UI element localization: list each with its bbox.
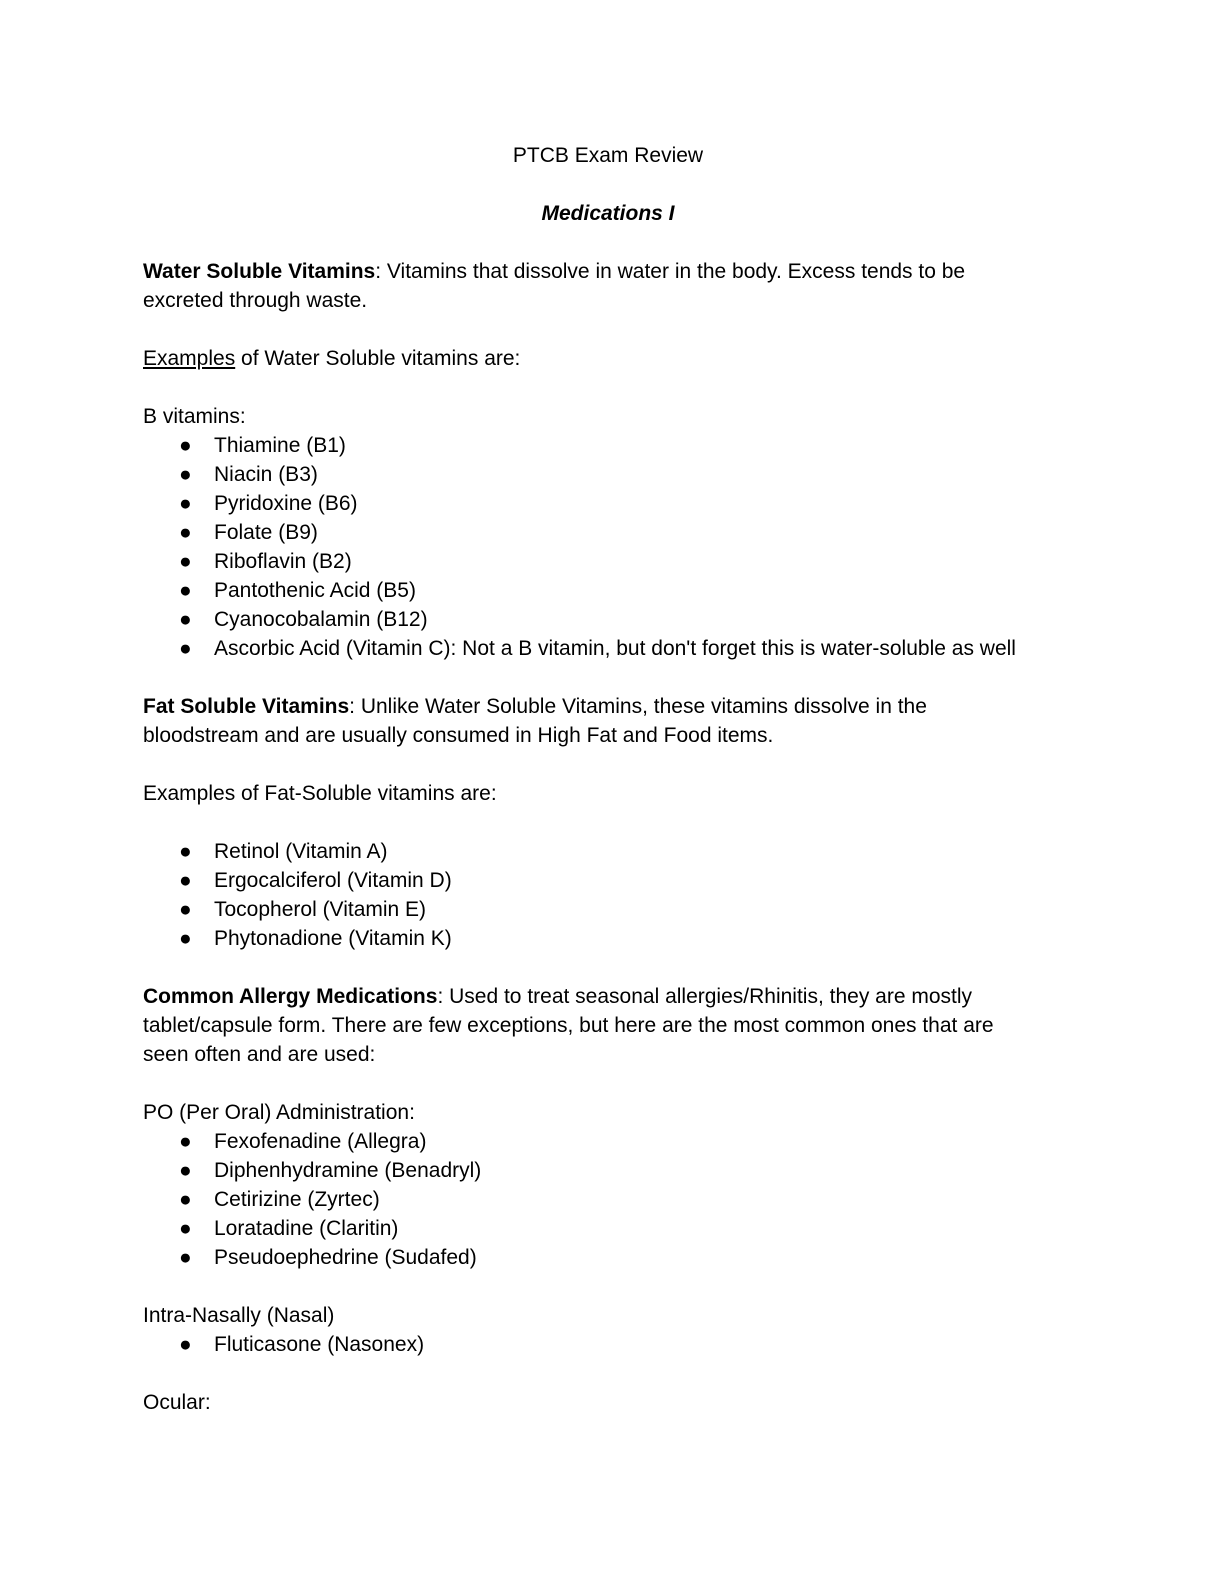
fat-soluble-definition-text: : Unlike Water Soluble Vitamins, these vitamins dissolve in the — [349, 695, 927, 718]
po-administration-label: PO (Per Oral) Administration: — [143, 1101, 415, 1124]
list-item — [143, 547, 1063, 576]
list-item-text: Diphenhydramine (Benadryl) — [214, 1159, 482, 1182]
list-item — [143, 895, 1063, 924]
bullet-icon: ● — [179, 1217, 192, 1240]
document-title: PTCB Exam Review — [512, 144, 704, 167]
examples-underlined: Examples — [143, 347, 236, 370]
list-item — [143, 1185, 1063, 1214]
bullet-icon: ● — [179, 869, 192, 892]
bullet-icon: ● — [179, 637, 192, 660]
examples-intro-text: of Water Soluble vitamins are: — [235, 347, 521, 370]
bullet-icon: ● — [179, 840, 192, 863]
bullet-icon: ● — [179, 1159, 192, 1182]
list-item-text: Thiamine (B1) — [214, 434, 346, 457]
fat-soluble-definition — [143, 692, 1063, 721]
list-item-text: Niacin (B3) — [214, 463, 318, 486]
bullet-icon: ● — [179, 492, 192, 515]
bullet-icon: ● — [179, 550, 192, 573]
list-item — [143, 1127, 1063, 1156]
list-item — [143, 924, 1063, 953]
spacer — [143, 228, 1063, 257]
bullet-icon: ● — [179, 1333, 192, 1356]
list-item — [143, 489, 1063, 518]
list-item — [143, 460, 1063, 489]
allergy-definition-cont: tablet/capsule form. There are few exceptions, but here are the most common ones that are — [143, 1014, 994, 1037]
list-item-text: Tocopherol (Vitamin E) — [214, 898, 427, 921]
bullet-icon: ● — [179, 521, 192, 544]
bullet-icon: ● — [179, 579, 192, 602]
fat-soluble-examples-intro: Examples of Fat-Soluble vitamins are: — [143, 782, 497, 805]
list-item — [143, 431, 1063, 460]
water-soluble-definition-text: : Vitamins that dissolve in water in the body. Excess tends to be — [375, 260, 966, 283]
list-item — [143, 837, 1063, 866]
list-item — [143, 605, 1063, 634]
b-vitamins-label: B vitamins: — [143, 405, 246, 428]
list-item-text: Ascorbic Acid (Vitamin C): Not a B vitamin, but don't forget this is water-soluble as well — [214, 637, 1016, 660]
list-item — [143, 1243, 1063, 1272]
document-subtitle: Medications I — [541, 202, 675, 225]
water-soluble-term: Water Soluble Vitamins — [143, 260, 376, 283]
bullet-icon: ● — [179, 463, 192, 486]
bullet-icon: ● — [179, 1246, 192, 1269]
spacer — [143, 373, 1063, 402]
bullet-icon: ● — [179, 898, 192, 921]
water-soluble-definition-cont: excreted through waste. — [143, 289, 368, 312]
spacer — [143, 1359, 1063, 1388]
list-item-text: Cyanocobalamin (B12) — [214, 608, 428, 631]
bullet-icon: ● — [179, 1188, 192, 1211]
spacer — [143, 1272, 1063, 1301]
bullet-icon: ● — [179, 1130, 192, 1153]
spacer — [143, 663, 1063, 692]
list-item — [143, 576, 1063, 605]
list-item — [143, 866, 1063, 895]
list-item-text: Riboflavin (B2) — [214, 550, 352, 573]
nasal-administration-label: Intra-Nasally (Nasal) — [143, 1304, 335, 1327]
list-item — [143, 518, 1063, 547]
spacer — [143, 808, 1063, 837]
water-soluble-examples-intro — [143, 344, 1063, 373]
document-body — [143, 141, 1063, 1417]
water-soluble-definition — [143, 257, 1063, 286]
list-item-text: Ergocalciferol (Vitamin D) — [214, 869, 452, 892]
list-item-text: Loratadine (Claritin) — [214, 1217, 399, 1240]
list-item-text: Cetirizine (Zyrtec) — [214, 1188, 380, 1211]
nasal-medications-list — [143, 1330, 1063, 1359]
spacer — [143, 315, 1063, 344]
spacer — [143, 953, 1063, 982]
list-item — [143, 1156, 1063, 1185]
po-medications-list — [143, 1127, 1063, 1272]
bullet-icon: ● — [179, 434, 192, 457]
list-item-text: Pyridoxine (B6) — [214, 492, 358, 515]
allergy-term: Common Allergy Medications — [143, 985, 438, 1008]
bullet-icon: ● — [179, 608, 192, 631]
spacer — [143, 1069, 1063, 1098]
list-item — [143, 1214, 1063, 1243]
allergy-definition-text: : Used to treat seasonal allergies/Rhinitis, they are mostly — [437, 985, 973, 1008]
ocular-administration-label: Ocular: — [143, 1391, 211, 1414]
fat-soluble-term: Fat Soluble Vitamins — [143, 695, 350, 718]
list-item-text: Fluticasone (Nasonex) — [214, 1333, 425, 1356]
list-item-text: Pseudoephedrine (Sudafed) — [214, 1246, 477, 1269]
list-item — [143, 634, 1063, 663]
list-item-text: Retinol (Vitamin A) — [214, 840, 388, 863]
spacer — [143, 750, 1063, 779]
fat-soluble-definition-cont: bloodstream and are usually consumed in High Fat and Food items. — [143, 724, 774, 747]
list-item-text: Phytonadione (Vitamin K) — [214, 927, 452, 950]
list-item — [143, 1330, 1063, 1359]
allergy-definition-cont: seen often and are used: — [143, 1043, 376, 1066]
list-item-text: Fexofenadine (Allegra) — [214, 1130, 427, 1153]
fat-soluble-list — [143, 837, 1063, 953]
list-item-text: Folate (B9) — [214, 521, 318, 544]
bullet-icon: ● — [179, 927, 192, 950]
b-vitamins-list — [143, 431, 1063, 663]
list-item-text: Pantothenic Acid (B5) — [214, 579, 416, 602]
allergy-definition — [143, 982, 1063, 1011]
